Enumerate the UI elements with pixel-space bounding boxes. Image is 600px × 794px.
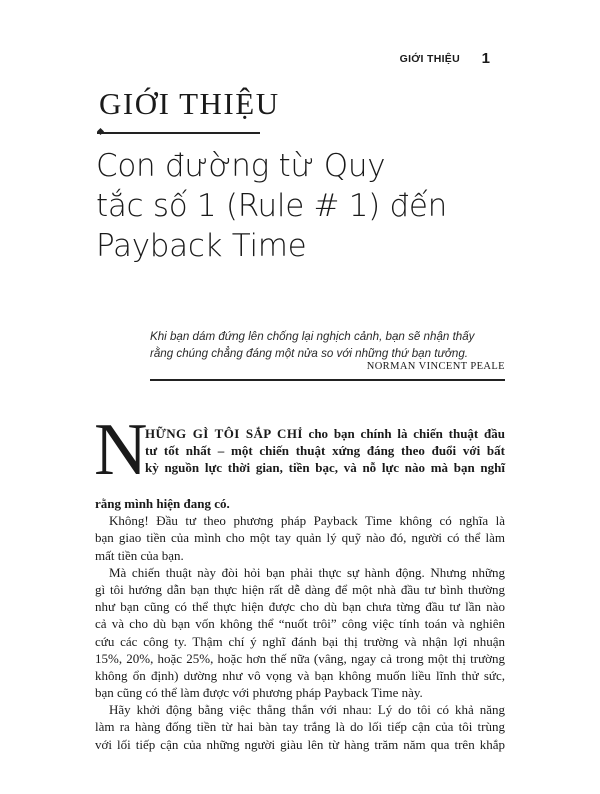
page-number: 1 — [481, 50, 490, 67]
paragraph-line: Hãy khởi động bằng việc thẳng thắn với nhau: Lý do tôi có khả năng — [109, 702, 505, 718]
lead-paragraph — [145, 425, 505, 477]
chapter-title-line: Con đường từ Quy — [96, 148, 386, 184]
drop-cap: N — [94, 409, 148, 491]
epigraph-rule — [150, 379, 505, 381]
lead-caps: HỮNG GÌ TÔI SẮP CHỈ — [145, 426, 303, 441]
paragraph-line: bạn giao tiền của mình cho một tay quản lý quỹ nào đó, người có thể làm — [95, 530, 505, 546]
lead-line: tư tốt nhất – một chiến thuật xứng đáng theo đuổi với bất — [145, 443, 505, 459]
epigraph — [150, 328, 505, 362]
lead-line-rest: cho bạn chính là chiến thuật đầu — [302, 426, 505, 441]
epigraph-author: NORMAN VINCENT PEALE — [366, 361, 505, 372]
paragraph-line: 15%, 20%, hoặc 25%, hoặc hơn thế nữa (vâng, ngay cả trong một thị trường — [95, 650, 505, 666]
epigraph-line: Khi bạn dám đứng lên chống lại nghịch cảnh, bạn sẽ nhận thấy — [150, 330, 475, 343]
paragraph-line: không ổn định) dường như vô vọng và bạn không muốn liều lĩnh thử sức, — [95, 667, 505, 683]
paragraph-line: mất tiền của bạn. — [95, 547, 184, 563]
paragraph-line: bạn cũng có thể làm được với phương pháp Payback Time này. — [95, 685, 423, 701]
chapter-title — [96, 146, 516, 266]
paragraph-line: cả và cho dù bạn vốn không thể “nuốt trôi” công việc tính toán và nghiên — [95, 616, 505, 632]
paragraph-line: cứu các công ty. Thậm chí ý nghĩ đánh bại thị trường và nhận lợi nhuận — [95, 633, 505, 649]
paragraph-line: như bạn cũng có thể thực hiện được cho dù bạn chưa từng đầu tư lần nào — [95, 599, 505, 615]
running-head — [0, 50, 600, 70]
chapter-rule — [97, 132, 260, 134]
paragraph-line: Không! Đầu tư theo phương pháp Payback Time không có nghĩa là — [109, 513, 505, 529]
paragraph-line: Mà chiến thuật này đòi hỏi bạn phải thực sự hành động. Nhưng những — [109, 564, 505, 580]
lead-line — [145, 425, 505, 442]
chapter-label: GIỚI THIỆU — [99, 86, 280, 121]
running-head-label: GIỚI THIỆU — [399, 53, 460, 65]
paragraph-line: làm ra hàng đống tiền từ hai bàn tay trắng là do lối tiếp cận của tôi trùng — [95, 719, 505, 735]
paragraph-line: với lối tiếp cận của những người giàu lên từ hàng trăm năm qua trên khắp — [95, 736, 505, 752]
chapter-title-line: tắc số 1 (Rule # 1) đến — [96, 188, 448, 224]
body-text — [95, 495, 505, 753]
epigraph-line: rằng chúng chẳng đáng một nửa so với những thứ bạn tưởng. — [150, 347, 468, 360]
lead-line: rằng mình hiện đang có. — [95, 496, 230, 511]
chapter-title-line: Payback Time — [96, 228, 307, 264]
lead-line: kỳ nguồn lực thời gian, tiền bạc, và nỗ lực nào mà bạn nghĩ — [145, 460, 505, 476]
paragraph-line: gì tôi hướng dẫn bạn thực hiện rất dễ dàng để một nhà đầu tư bình thường — [95, 581, 505, 597]
